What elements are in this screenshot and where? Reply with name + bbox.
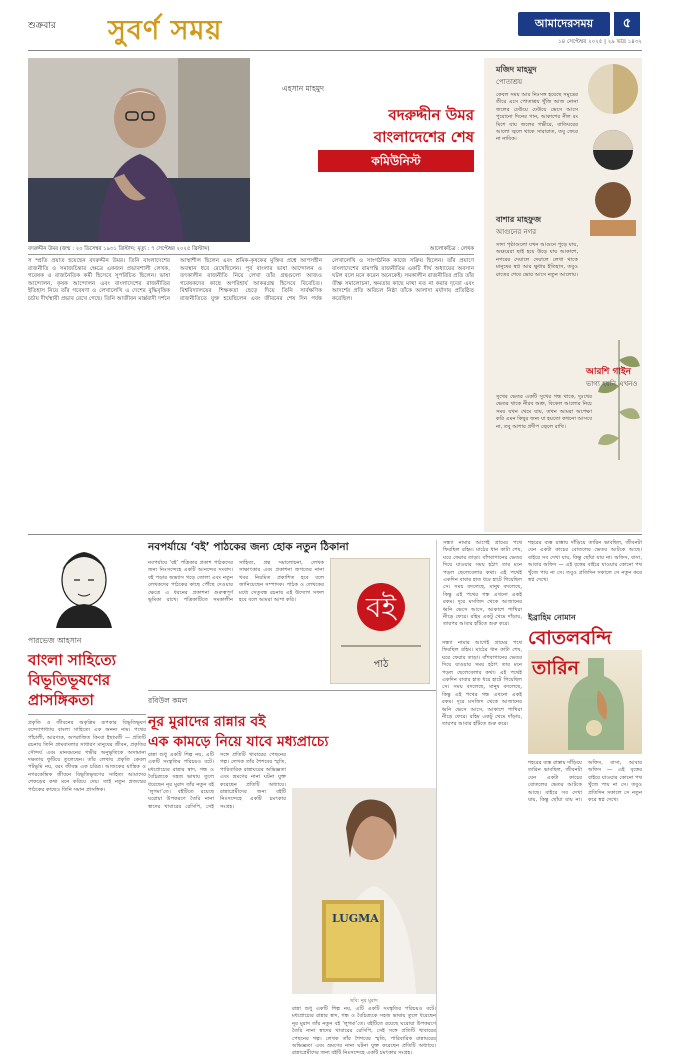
leaf-graphic (596, 330, 642, 470)
nur-body: রান্না শুধু একটি শিল্প নয়, এটি একটি সংস্কৃতির পরিচয়ও বটে। মধ্যপ্রাচ্যের রান্নার স্বাদ, গন্ধ ও বৈচিত্র্যকে সহজ ভাষায় তুলে ধরেছেন নূর মুরাদ তাঁর নতুন বই ‘লুগমা’তে। বইটিতে রয়েছে ঘরোয়া উপকরণে তৈরি নানা স্বাদের খাবারের রেসিপি, সেই সঙ্গে প্রতিটি খাবারের পেছনের গল্প। লেখক তাঁর শৈশবের স্মৃতি, পারিবারিক রান্নাঘরের অভিজ্ঞতা এবং ভ্রমণের নানা ঘটনা যুক্ত করেছেন প্রতিটি অধ্যায়ে। রান্নাপ্রেমীদের জন্য বইটি নিঃসন্দেহে একটি চমৎকার সংগ্রহ। (148, 752, 286, 810)
poem3-text: সুখের ভেতর একটি সুখের গন্ধ থাকে, দুঃখের ভেতর থাকে নীরব অশ্রু, বিকেল আলোর নিচে সময় যখন থেমে যায়, তখন আমরা অপেক্ষা করি এমন কিছুর জন্য যা হয়তো কখনো আসবে না, তবু আশার প্রদীপ জ্বেলে রাখি। (496, 394, 592, 430)
lead-caption: বদরুদ্দীন উমর (জন্ম : ২০ ডিসেম্বর ১৯৩১ খ্রিস্টাব্দ; মৃত্যু : ৭ সেপ্টেম্বর ২০২৫ খ্রিস্টাব্দ) (28, 246, 210, 252)
lead-caption-rule (28, 254, 474, 255)
date-line: ১৪ সেপ্টেম্বর ২০২৫ | ২৯ ভাদ্র ১৪৩২ (558, 39, 642, 45)
lead-title-line2: বাংলাদেশের শেষ (373, 128, 474, 146)
nur-top-rule (148, 690, 436, 691)
bibhuti-rule (28, 714, 146, 715)
portrait-illustration (28, 58, 250, 242)
nur-body-continued: রান্না শুধু একটি শিল্প নয়, এটি একটি সংস্কৃতির পরিচয়ও বটে। মধ্যপ্রাচ্যের রান্নার স্বাদ, গন্ধ ও বৈচিত্র্যকে সহজ ভাষায় তুলে ধরেছেন নূর মুরাদ তাঁর নতুন বই ‘লুগমা’তে। বইটিতে রয়েছে ঘরোয়া উপকরণে তৈরি নানা স্বাদের খাবারের রেসিপি, সেই সঙ্গে প্রতিটি খাবারের পেছনের গল্প। লেখক তাঁর শৈশবের স্মৃতি, পারিবারিক রান্নাঘরের অভিজ্ঞতা এবং ভ্রমণের নানা ঘটনা যুক্ত করেছেন প্রতিটি অধ্যায়ে। রান্নাপ্রেমীদের জন্য বইটি নিঃসন্দেহে একটি চমৎকার সংগ্রহ। (292, 1006, 436, 1057)
header-divider (28, 50, 642, 51)
poem2-title: আগুনের নগর (496, 228, 537, 236)
book-title: নবপর্যায়ে ‘বই’ পাঠকের জন্য হোক নতুন ঠিকানা (148, 541, 349, 553)
poem3-author: আরশি গাইন (586, 367, 632, 377)
bibhuti-title: বাংলা সাহিত্যে বিভূতিভূষণের প্রাসঙ্গিকতা (28, 651, 116, 709)
brand-logo: আমাদেরসময় (518, 12, 610, 36)
lead-author: এহসান মাহমুদ (282, 84, 325, 93)
poem3-title: ভাগ্য হয়নি এখনও (586, 380, 638, 388)
nur-author: রবিউল কমল (148, 696, 188, 705)
bibhuti-body: প্রকৃতি ও জীবনের অকৃত্রিম রূপকার বিভূতিভূষণ বন্দ্যোপাধ্যায় বাংলা সাহিত্যে এক অনন্য নাম। পথের পাঁচালী, আরণ্যক, অপরাজিত কিংবা ইছামতী — প্রতিটি রচনায় তিনি গ্রামবাংলার সাধারণ মানুষের জীবন, প্রকৃতির সৌন্দর্য এবং মানবমনের গভীর অনুভূতিকে অসামান্য দক্ষতায় ফুটিয়ে তুলেছেন। তাঁর লেখায় প্রকৃতি কেবল পটভূমি নয়, বরং জীবন্ত এক চরিত্র। আজকের যান্ত্রিক ও নগরকেন্দ্রিক জীবনে বিভূতিভূষণের সাহিত্য আমাদের শেকড়ের কথা মনে করিয়ে দেয়। তাই নতুন প্রজন্মের পাঠকের কাছেও তিনি সমান প্রাসঙ্গিক। (28, 720, 146, 793)
nur-photo (292, 788, 436, 994)
decorative-shapes (584, 60, 642, 240)
lead-photo (28, 58, 250, 242)
poem1-text: কেবল সময় আর নিঃসঙ্গ হয়েছে সমুদ্রের তীরে এসে পোতাশ্রয় খুঁজি আজ নোনা জলের ঢেউয়ে ঢেউয়ে ভেসে আসে পুরোনো দিনের গান, আকাশের নীল রং মিশে যায় জলের গভীরে, বাতিঘরের আলো জ্বলে থাকে সারারাত, তবু ফেরে না নাবিক। (496, 92, 578, 143)
ibrahim-illustration (528, 650, 642, 754)
section-title: সুবর্ণ সময় (108, 15, 223, 46)
story-body-col1b: সন্ধ্যা নামার আগেই গ্রামের পথে ফিরছিল রহিম। মাঠের ধান কাটা শেষ, ঘরে ফেরার তাড়া। বাঁশবাগানের ভেতর দিয়ে যাওয়ার সময় হঠাৎ তার মনে পড়ল ছেলেবেলার কথা। এই পথেই একদিন বাবার হাত ধরে হাটে গিয়েছিল সে। সময় বদলেছে, মানুষ বদলেছে, কিন্তু এই পথের গন্ধ এখনো একই রকম। দূরে মসজিদ থেকে আজানের ধ্বনি ভেসে আসে, আকাশে পাখিরা নীড়ে ফেরে। রহিম একটু থেমে দাঁড়ায়, তারপর আবার হাঁটতে শুরু করে। (442, 640, 522, 728)
lead-title-line1: বদরুদ্দীন উমর (388, 106, 474, 124)
ibrahim-body: শহরের ব্যস্ত রাস্তায় দাঁড়িয়ে তারিন ভাবছিল, জীবনটা যেন একটা কাচের বোতলের ভেতর আটকে আছে। বাইরে সব দেখা যায়, কিন্তু ছোঁয়া যায় না। অফিস, বাসা, আবার অফিস — এই বৃত্তের বাইরে যাওয়ার কোনো পথ খুঁজে পায় না সে। তবুও প্রতিদিন সকালে সে নতুন করে স্বপ্ন দেখে। (528, 760, 642, 804)
poem2-author: বাশার মাহফুজ (496, 215, 541, 224)
poem1-title: পোতাশ্রয় (496, 78, 523, 86)
ibrahim-intro: শহরের ব্যস্ত রাস্তায় দাঁড়িয়ে তারিন ভাবছিল, জীবনটা যেন একটা কাচের বোতলের ভেতর আটকে আছে। বাইরে সব দেখা যায়, কিন্তু ছোঁয়া যায় না। অফিস, বাসা, আবার অফিস — এই বৃত্তের বাইরে যাওয়ার কোনো পথ খুঁজে পায় না সে। তবুও প্রতিদিন সকালে সে নতুন করে স্বপ্ন দেখে। (528, 540, 642, 584)
mid-divider (28, 534, 642, 535)
bibhuti-sketch (28, 540, 140, 628)
book-lugma-title: LUGMA (332, 912, 379, 925)
nur-title-line2: এক কামড়ে নিয়ে যাবে মধ্যপ্রাচ্যে (148, 734, 329, 750)
page-number: ৫ (614, 12, 640, 36)
header-day: শুক্রবার (28, 21, 56, 31)
book-body: নবপর্যায়ে ‘বই’ পত্রিকার প্রকাশ পাঠকদের জন্য নিঃসন্দেহে একটি আনন্দের সংবাদ। বই পড়ার অভ্যাস গড়ে তোলা এবং নতুন লেখকদের পাঠকের কাছে পৌঁছে দেওয়ার ক্ষেত্রে এ ধরনের প্রকাশনা গুরুত্বপূর্ণ ভূমিকা রাখে। পত্রিকাটিতে সমকালীন সাহিত্য, গ্রন্থ সমালোচনা, লেখক সাক্ষাৎকার এবং প্রকাশনা জগতের নানা খবর নিয়মিত প্রকাশিত হবে বলে জানিয়েছেন সম্পাদক। পাঠক ও লেখকের মধ্যে সেতুবন্ধ রচনায় এই উদ্যোগ সফল হবে বলে আমরা আশা করি। (148, 560, 324, 604)
lead-title-line3: কমিউনিস্ট (318, 150, 474, 172)
ibrahim-author: ইব্রাহিম নোমান (528, 613, 576, 622)
book-cover (330, 558, 430, 684)
ibrahim-title-line1: বোতলবন্দি (528, 627, 612, 649)
lead-photo-credit: আলোকচিত্র : লেখক (429, 246, 474, 252)
lead-body: স ম্প্রতি প্রয়াত হয়েছেন বদরুদ্দীন উমর। তিনি বাংলাদেশের রাজনীতি ও সমাজচিন্তার ক্ষেত্রে একজন প্রভাবশালী লেখক, গবেষক ও রাজনৈতিক কর্মী হিসেবে সুপরিচিত ছিলেন। ভাষা আন্দোলন, কৃষক আন্দোলন এবং বাংলাদেশের রাজনীতির ইতিহাস নিয়ে তাঁর গবেষণা ও লেখালেখি এ দেশের বুদ্ধিবৃত্তিক চর্চায় দীর্ঘস্থায়ী প্রভাব রেখে গেছে। তিনি আজীবন মার্ক্সবাদী দর্শনে আস্থাশীল ছিলেন এবং শ্রমিক-কৃষকের মুক্তির প্রশ্নে আপসহীন অবস্থান ধরে রেখেছিলেন। পূর্ব বাংলার ভাষা আন্দোলন ও তৎকালীন রাজনীতি নিয়ে লেখা তাঁর গ্রন্থগুলো আজও গবেষকদের কাছে অপরিহার্য আকরগ্রন্থ হিসেবে বিবেচিত। বিশ্ববিদ্যালয়ের শিক্ষকতা ছেড়ে দিয়ে তিনি সার্বক্ষণিক রাজনীতিতে যুক্ত হয়েছিলেন এবং জীবনের শেষ দিন পর্যন্ত লেখালেখি ও সাংগঠনিক কাজে সক্রিয় ছিলেন। তাঁর প্রয়াণে বাংলাদেশের বামপন্থি রাজনীতির একটি দীর্ঘ অধ্যায়ের অবসান ঘটল বলে মনে করেন অনেকেই। সমকালীন রাজনীতির প্রতি তাঁর তীক্ষ্ণ সমালোচনা, ক্ষমতার কাছে মাথা নত না করার দৃঢ়তা এবং আদর্শের প্রতি অবিচল নিষ্ঠা তাঁকে আলাদা মর্যাদায় প্রতিষ্ঠিত করেছিল। (28, 258, 474, 302)
svg-text:বই: বই (365, 591, 397, 624)
poem2-text: সাদা পৃষ্ঠাগুলো যখন আগুনে পুড়ে যায়, অক্ষরেরা ছাই হয়ে উড়ে যায় আকাশে, নগরের দেয়ালে দেয়ালে লেখা থাকে মানুষের স্বপ্ন আর ক্ষুধার ইতিহাস, তবুও রাতের শেষে ভোর আসে নতুন আলোয়। (496, 242, 578, 278)
nur-photo-caption: ছবি: নূর মুরাদ (350, 998, 378, 1004)
book-cover-label: পাঠ (373, 659, 389, 670)
bibhuti-author: পারভেজ আহসান (28, 636, 82, 645)
story-body-col1: সন্ধ্যা নামার আগেই গ্রামের পথে ফিরছিল রহিম। মাঠের ধান কাটা শেষ, ঘরে ফেরার তাড়া। বাঁশবাগানের ভেতর দিয়ে যাওয়ার সময় হঠাৎ তার মনে পড়ল ছেলেবেলার কথা। এই পথেই একদিন বাবার হাত ধরে হাটে গিয়েছিল সে। সময় বদলেছে, মানুষ বদলেছে, কিন্তু এই পথের গন্ধ এখনো একই রকম। দূরে মসজিদ থেকে আজানের ধ্বনি ভেসে আসে, আকাশে পাখিরা নীড়ে ফেরে। রহিম একটু থেমে দাঁড়ায়, তারপর আবার হাঁটতে শুরু করে। (436, 540, 522, 1042)
poem1-author: মজিদ মাহমুদ (496, 65, 537, 74)
author-photo-illustration (292, 788, 436, 994)
sketch-portrait (28, 540, 140, 628)
ibrahim-title-line2: তারিন (532, 657, 579, 679)
nur-title-line1: নূর মুরাদের রান্নার বই (148, 714, 266, 730)
